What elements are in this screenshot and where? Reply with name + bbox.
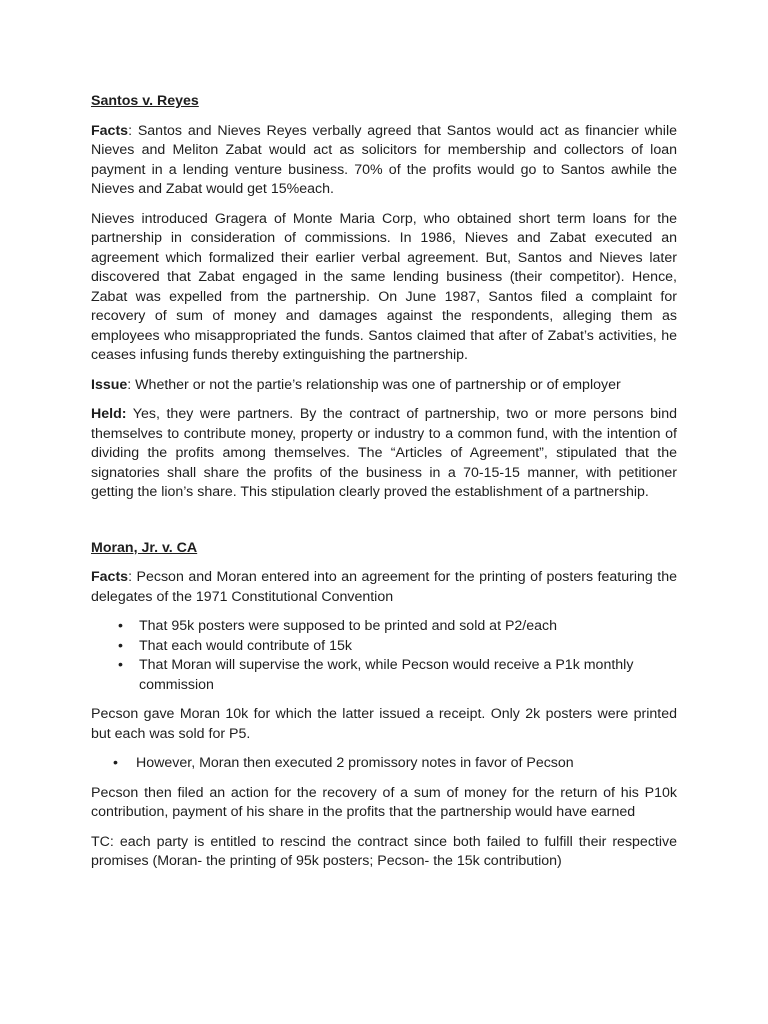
section-spacer: [91, 503, 677, 539]
action-paragraph: Pecson then filed an action for the recovery of a sum of money for the return of his P10k contribution, payment of his share in the profits that the partnership would have earned: [91, 784, 677, 820]
facts-text: : Pecson and Moran entered into an agreement for the printing of posters featuring the delegates of the 1971 Constitutional Convention: [91, 569, 677, 605]
facts-label: Facts: [91, 122, 129, 139]
facts-paragraph: [91, 122, 677, 200]
list-item: • That each would contribute of 15k: [91, 637, 677, 657]
facts-paragraph: [91, 568, 677, 607]
case-moran-v-ca: [91, 539, 677, 872]
narrative-paragraph: Pecson gave Moran 10k for which the latter issued a receipt. Only 2k posters were printed but each was sold for P5.: [91, 706, 677, 742]
promissory-note-list: [91, 754, 677, 774]
issue-label: Issue: [91, 376, 128, 393]
list-item: • However, Moran then executed 2 promissory notes in favor of Pecson: [91, 754, 677, 774]
case-title: Santos v. Reyes: [91, 93, 199, 109]
held-paragraph: [91, 405, 677, 503]
tc-ruling-paragraph: TC: each party is entitled to rescind the contract since both failed to fulfill their respective promises (Moran- the printing of 95k posters; Pecson- the 15k contribution): [91, 833, 677, 869]
held-text: Yes, they were partners. By the contract of partnership, two or more persons bind themselves to contribute money, property or industry to a common fund, with the intention of dividing the profits among themselves. The “Articles of Agreement”, stipulated that the signatories shall share the profits of the business in a 70-15-15 manner, with petitioner getting the lion’s share. This stipulation clearly proved the establishment of a partnership.: [91, 406, 677, 500]
list-item: • That 95k posters were supposed to be printed and sold at P2/each: [91, 617, 677, 637]
facts-label: Facts: [91, 569, 129, 585]
held-label: Held:: [91, 406, 127, 422]
case-title: Moran, Jr. v. CA: [91, 539, 198, 556]
facts-text: : Santos and Nieves Reyes verbally agreed that Santos would act as financier while Nieves and Meliton Zabat would act as solicitors for membership and collectors of loan payment in a lending venture business. 70% of the profits would go to Santos awhile the Nieves and Zabat would get 15%each.: [91, 122, 677, 197]
narrative-paragraph: Nieves introduced Gragera of Monte Maria Corp, who obtained short term loans for the partnership in consideration of commissions. In 1986, Nieves and Zabat executed an agreement which formalized their earlier verbal agreement. But, Santos and Nieves later discovered that Zabat engaged in the same lending business (their competitor). Hence, Zabat was expelled from the partnership. On June 1987, Santos filed a complaint for recovery of sum of money and damages against the respondents, alleging them as employees who misappropriated the funds. Santos claimed that after of Zabat’s activities, he ceases infusing funds thereby extinguishing the partnership.: [91, 210, 677, 363]
issue-text: : Whether or not the partie’s relationship was one of partnership or of employer: [127, 376, 621, 393]
agreement-terms-list: [91, 617, 677, 695]
issue-paragraph: [91, 376, 677, 396]
list-item: • That Moran will supervise the work, while Pecson would receive a P1k monthly commission: [91, 656, 677, 695]
case-santos-v-reyes: [91, 92, 677, 503]
